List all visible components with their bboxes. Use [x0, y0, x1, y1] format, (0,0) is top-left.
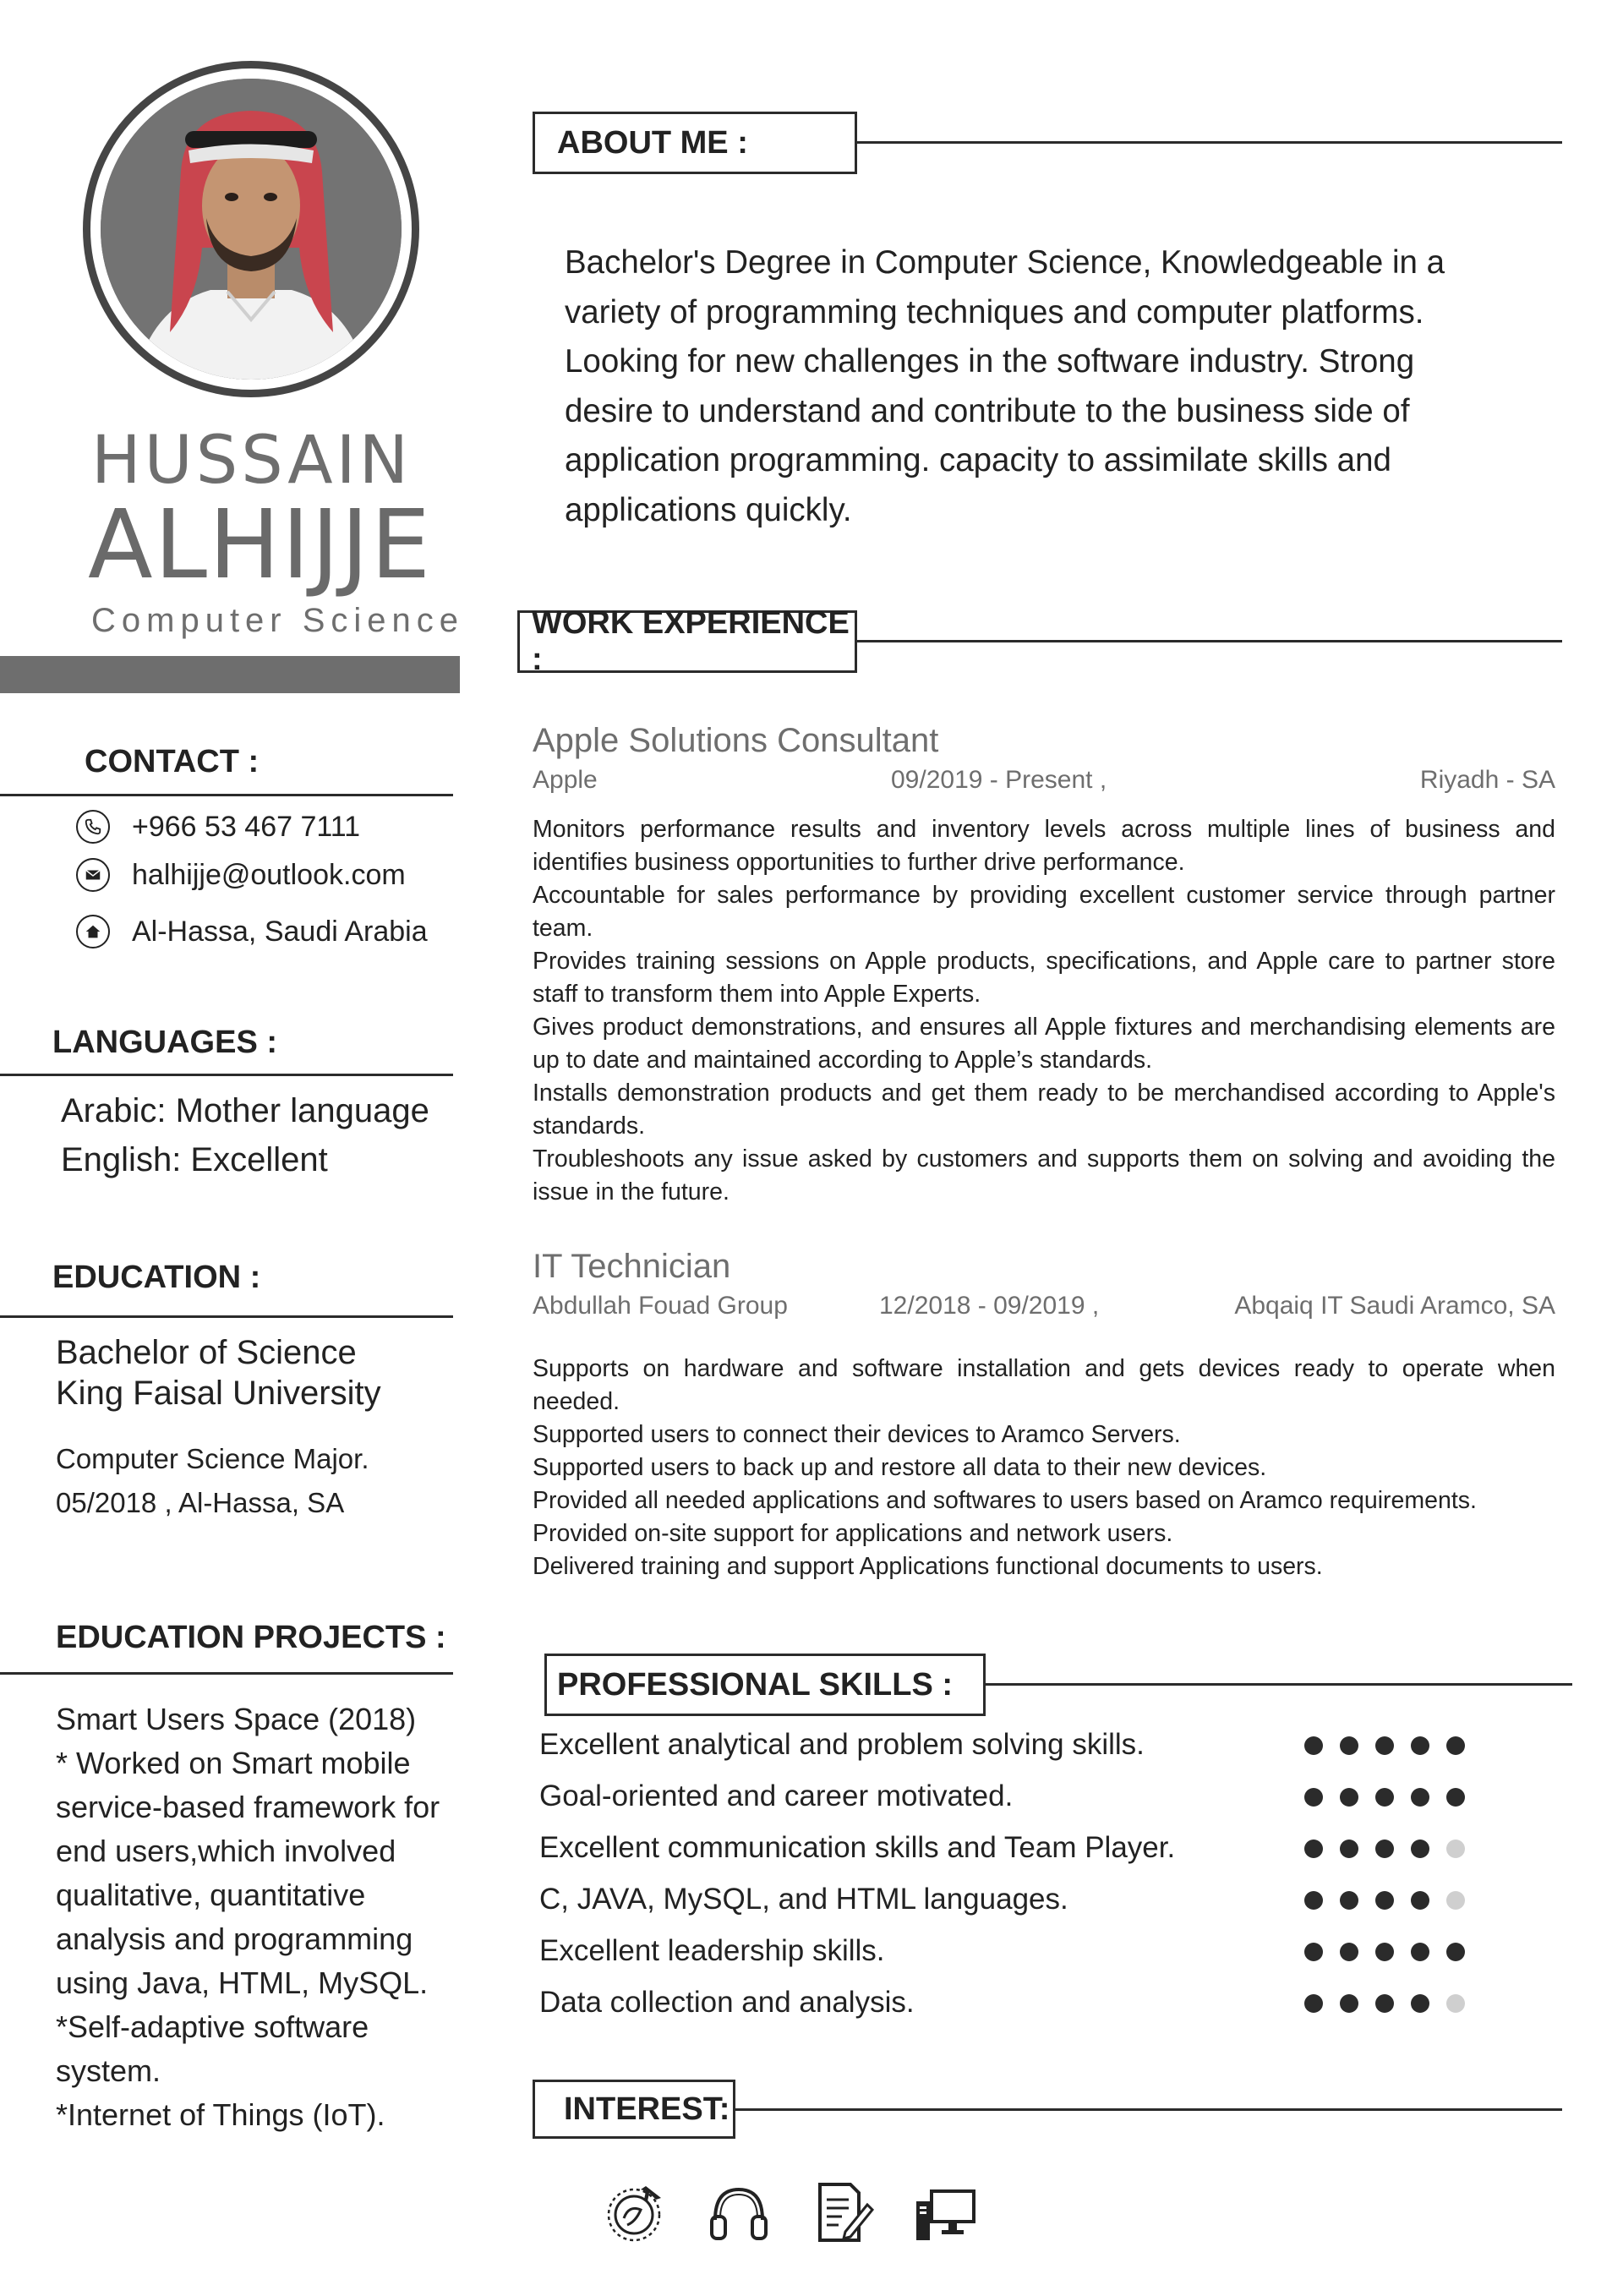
mail-icon — [76, 858, 110, 892]
writing-icon — [808, 2179, 876, 2247]
job-location: Riyadh - SA — [1419, 766, 1555, 794]
location-text: Al-Hassa, Saudi Arabia — [132, 915, 428, 948]
about-text — [565, 238, 1537, 535]
profile-photo — [101, 79, 402, 380]
projects-list — [56, 1697, 470, 2137]
role-title: Computer Science — [91, 602, 465, 639]
skill-row — [539, 1728, 1469, 1770]
projects-heading: EDUCATION PROJECTS : — [56, 1620, 446, 1655]
interest-rule — [730, 2108, 1562, 2111]
rating-dot-filled — [1340, 1994, 1358, 2013]
skill-row — [539, 1779, 1469, 1822]
travel-icon — [602, 2179, 669, 2247]
skill-label: Excellent leadership skills. — [539, 1934, 885, 1967]
rating-dot-filled — [1375, 1788, 1394, 1807]
rating-dot-filled — [1446, 1736, 1465, 1755]
skill-rating — [1304, 1943, 1482, 1961]
skill-rating — [1304, 1840, 1482, 1858]
job-duty: Accountable for sales performance by providing excellent customer service through partner team. — [533, 882, 1555, 942]
project-line: * Worked on Smart mobile — [56, 1746, 411, 1780]
skill-label: Excellent analytical and problem solving skills. — [539, 1728, 1145, 1761]
about-heading-text: ABOUT ME : — [557, 124, 748, 161]
rating-dot-filled — [1340, 1840, 1358, 1858]
job-duty: Provided all needed applications and softwares to users based on Aramco requirements. — [533, 1487, 1477, 1514]
project-line: *Self-adaptive software — [56, 2009, 369, 2044]
job-title: Apple Solutions Consultant — [533, 722, 939, 759]
job-dates: 09/2019 - Present , — [891, 766, 1107, 794]
rating-dot-filled — [1340, 1788, 1358, 1807]
rating-dot-filled — [1304, 1994, 1323, 2013]
rating-dot-filled — [1446, 1788, 1465, 1807]
project-line: service-based framework for — [56, 1790, 440, 1824]
languages-heading: LANGUAGES : — [52, 1025, 277, 1060]
rating-dot-empty — [1446, 1891, 1465, 1910]
phone-icon — [76, 810, 110, 844]
project-line: analysis and programming — [56, 1922, 413, 1956]
job-company: Apple — [533, 766, 598, 794]
rating-dot-filled — [1304, 1943, 1323, 1961]
rating-dot-filled — [1340, 1943, 1358, 1961]
contact-location — [76, 915, 428, 948]
about-line: Bachelor's Degree in Computer Science, Knowledgeable in a — [565, 244, 1445, 281]
job-duty: Supported users to back up and restore all data to their new devices. — [533, 1454, 1267, 1481]
job-duty: Troubleshoots any issue asked by customers and supports them on solving and avoiding the issue in the future. — [533, 1145, 1555, 1205]
languages-divider — [0, 1074, 453, 1076]
first-name: HUSSAIN — [91, 423, 412, 499]
rating-dot-filled — [1375, 1736, 1394, 1755]
language-english: English: Excellent — [61, 1141, 328, 1178]
job-location: Abqaiq IT Saudi Aramco, SA — [1234, 1292, 1555, 1320]
rating-dot-filled — [1304, 1840, 1323, 1858]
skill-label: Excellent communication skills and Team Player. — [539, 1831, 1176, 1864]
project-line: *Internet of Things (IoT). — [56, 2097, 385, 2132]
profile-photo-image — [101, 79, 402, 380]
rating-dot-filled — [1304, 1736, 1323, 1755]
skill-row — [539, 1934, 1469, 1976]
job-company: Abdullah Fouad Group — [533, 1292, 788, 1320]
job-duty: Provides training sessions on Apple products, specifications, and Apple care to partner store staff to transform them into Apple Experts. — [533, 948, 1555, 1008]
contact-heading: CONTACT : — [85, 744, 260, 779]
language-arabic: Arabic: Mother language — [61, 1092, 429, 1129]
education-heading: EDUCATION : — [52, 1260, 261, 1295]
skill-row — [539, 1986, 1469, 2028]
work-rule — [854, 640, 1562, 642]
skills-rule — [981, 1683, 1572, 1686]
interest-heading — [533, 2080, 735, 2139]
rating-dot-filled — [1411, 1943, 1429, 1961]
job-duty: Supports on hardware and software installation and gets devices ready to operate when needed. — [533, 1355, 1555, 1415]
about-rule — [854, 141, 1562, 144]
interest-heading-text: INTEREST: — [564, 2091, 730, 2127]
education-university: King Faisal University — [56, 1375, 381, 1412]
rating-dot-filled — [1340, 1891, 1358, 1910]
rating-dot-filled — [1446, 1943, 1465, 1961]
skill-rating — [1304, 1994, 1482, 2013]
about-line: variety of programming techniques and computer platforms. — [565, 293, 1424, 331]
contact-phone — [76, 810, 360, 844]
projects-divider — [0, 1672, 453, 1675]
job-duty: Delivered training and support Applications functional documents to users. — [533, 1553, 1323, 1580]
about-line: desire to understand and contribute to the business side of — [565, 392, 1410, 429]
project-line: Smart Users Space (2018) — [56, 1702, 417, 1736]
job-duty: Installs demonstration products and get them ready to be merchandised according to Apple's standards. — [533, 1080, 1555, 1140]
project-line: end users,which involved — [56, 1834, 396, 1868]
email-address[interactable]: halhijje@outlook.com — [132, 858, 406, 891]
job-duty: Monitors performance results and inventory levels across multiple lines of business and identifies business opportunities to further drive performance. — [533, 816, 1555, 876]
project-line: system. — [56, 2053, 161, 2088]
profile-photo-frame — [83, 61, 419, 397]
phone-number[interactable]: +966 53 467 7111 — [132, 810, 361, 843]
rating-dot-filled — [1375, 1994, 1394, 2013]
job-duties — [533, 1353, 1555, 1583]
rating-dot-filled — [1304, 1891, 1323, 1910]
skill-label: Data collection and analysis. — [539, 1986, 915, 2019]
work-heading — [517, 605, 857, 677]
rating-dot-filled — [1411, 1736, 1429, 1755]
project-line: using Java, HTML, MySQL. — [56, 1965, 429, 2000]
skill-rating — [1304, 1788, 1482, 1807]
education-major: Computer Science Major. — [56, 1443, 369, 1474]
project-line: qualitative, quantitative — [56, 1878, 366, 1912]
job-duty: Gives product demonstrations, and ensures all Apple fixtures and merchandising elements are up to date and maintained according to Apple’s standards. — [533, 1014, 1555, 1074]
rating-dot-filled — [1375, 1943, 1394, 1961]
rating-dot-filled — [1411, 1891, 1429, 1910]
job-duty: Provided on-site support for applications and network users. — [533, 1520, 1173, 1547]
about-heading — [533, 112, 857, 174]
job-dates: 12/2018 - 09/2019 , — [879, 1292, 1100, 1320]
computer-icon — [911, 2179, 979, 2247]
skill-label: C, JAVA, MySQL, and HTML languages. — [539, 1883, 1068, 1916]
skill-row — [539, 1883, 1469, 1925]
education-date-location: 05/2018 , Al-Hassa, SA — [56, 1487, 345, 1518]
about-line: Looking for new challenges in the software industry. Strong — [565, 343, 1415, 380]
about-line: applications quickly. — [565, 491, 852, 528]
headphones-icon — [705, 2179, 773, 2247]
skill-label: Goal-oriented and career motivated. — [539, 1779, 1014, 1812]
rating-dot-filled — [1340, 1736, 1358, 1755]
home-icon — [76, 915, 110, 948]
rating-dot-empty — [1446, 1840, 1465, 1858]
rating-dot-filled — [1375, 1840, 1394, 1858]
education-degree: Bachelor of Science — [56, 1334, 357, 1371]
skill-row — [539, 1831, 1469, 1873]
skills-heading-text: PROFESSIONAL SKILLS : — [557, 1666, 954, 1703]
rating-dot-filled — [1411, 1840, 1429, 1858]
rating-dot-filled — [1375, 1891, 1394, 1910]
contact-email — [76, 858, 406, 892]
rating-dot-empty — [1446, 1994, 1465, 2013]
job-title: IT Technician — [533, 1248, 731, 1285]
skills-heading — [544, 1654, 986, 1716]
skill-rating — [1304, 1891, 1482, 1910]
last-name: ALHIJJE — [88, 490, 433, 600]
job-duty: Supported users to connect their devices to Aramco Servers. — [533, 1421, 1181, 1448]
job-duties — [533, 813, 1555, 1209]
interest-icons — [602, 2179, 1014, 2247]
work-heading-text: WORK EXPERIENCE : — [532, 605, 850, 677]
contact-divider — [0, 794, 453, 796]
skill-rating — [1304, 1736, 1482, 1755]
education-divider — [0, 1315, 453, 1318]
rating-dot-filled — [1411, 1994, 1429, 2013]
rating-dot-filled — [1304, 1788, 1323, 1807]
about-line: application programming. capacity to assimilate skills and — [565, 442, 1391, 478]
accent-bar — [0, 656, 460, 693]
rating-dot-filled — [1411, 1788, 1429, 1807]
